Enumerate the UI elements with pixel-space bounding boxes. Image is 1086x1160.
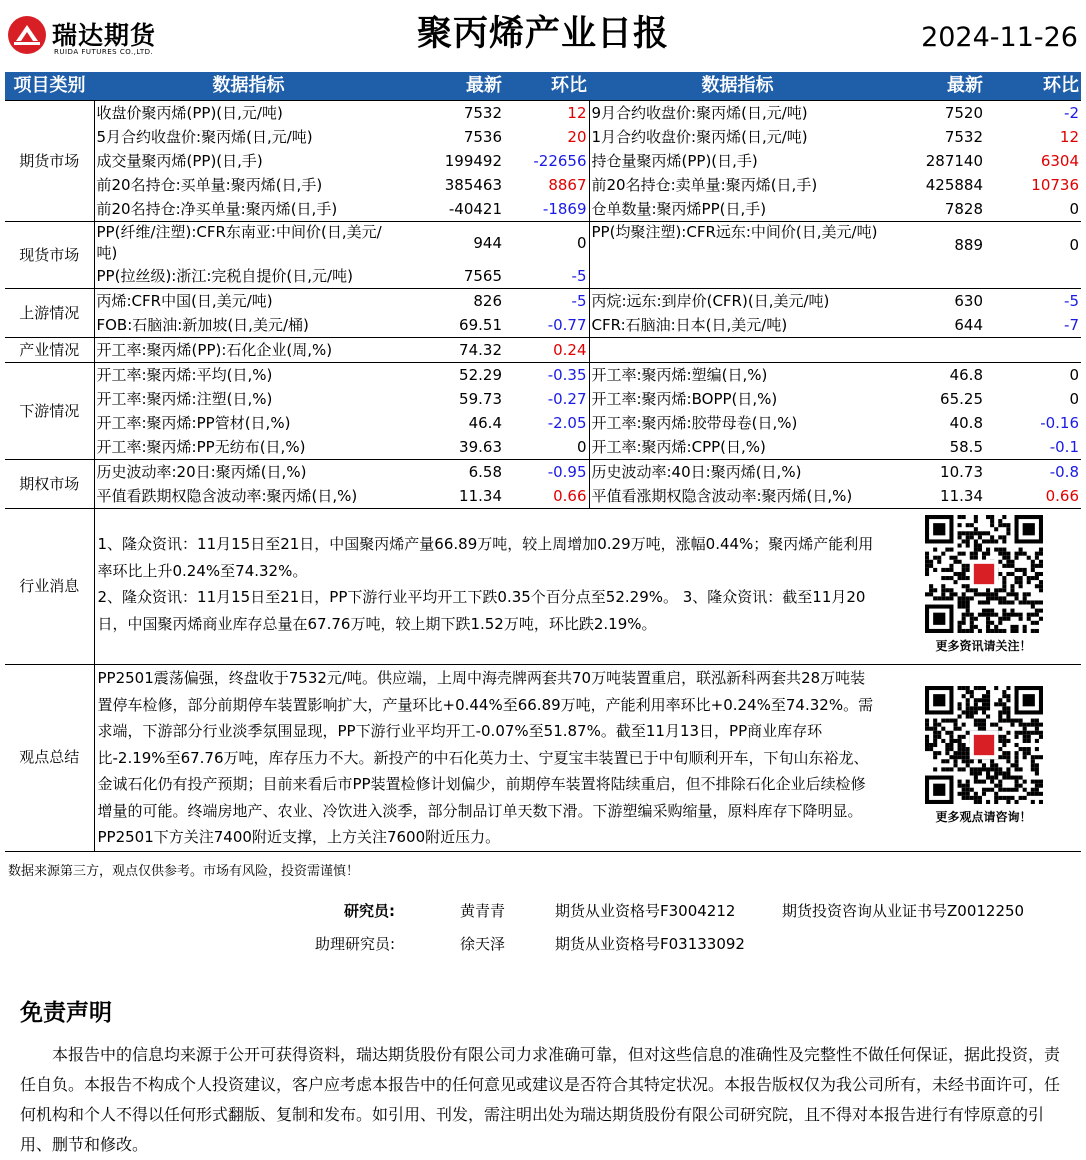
indicator-name: 前20名持仓:买单量:聚丙烯(日,手) — [96, 175, 323, 194]
indicator-name: 开工率:聚丙烯:平均(日,%) — [94, 363, 403, 388]
change-value: 20 — [504, 125, 589, 149]
latest-value: 7532 — [403, 101, 504, 126]
indicator-name: PP(拉丝级):浙江:完税自提价(日,元/吨) — [96, 266, 353, 285]
indicator-name: 成交量聚丙烯(PP)(日,手) — [96, 151, 263, 170]
view-text — [94, 665, 886, 852]
qr-code-icon — [925, 515, 1043, 633]
change-value: 0.24 — [504, 338, 589, 363]
qr-caption: 更多资讯请关注！ — [935, 639, 1032, 653]
indicator-name: FOB:石脑油:新加坡(日,美元/桶) — [96, 315, 309, 334]
latest-value: 630 — [886, 289, 985, 314]
change-value: 8867 — [504, 173, 589, 197]
table-row — [5, 387, 1081, 411]
news-text — [94, 509, 886, 665]
section-category: 期货市场 — [5, 101, 94, 222]
change-value: -5 — [985, 289, 1081, 314]
report-date: 2024-11-26 — [921, 22, 1078, 53]
change-value: -0.8 — [985, 460, 1081, 485]
qr-code-icon — [925, 686, 1043, 804]
staff-cert1: 期货从业资格号F3004212 — [555, 902, 736, 920]
report-header — [0, 0, 1086, 70]
latest-value: 944 — [403, 222, 504, 265]
latest-value — [886, 338, 985, 363]
latest-value: 7828 — [944, 199, 983, 218]
change-value: -0.95 — [504, 460, 589, 485]
latest-value: 40.8 — [949, 413, 983, 432]
change-value: -22656 — [504, 149, 589, 173]
indicator-name: 前20名持仓:卖单量:聚丙烯(日,手) — [591, 175, 818, 194]
disclaimer-body: 本报告中的信息均来源于公开可获得资料，瑞达期货股份有限公司力求准确可靠，但对这些信息的准确性及完整性不做任何保证，据此投资，责任自负。本报告不构成个人投资建议，客户应考虑本报告中的任何意见或建议是否符合其特定状况。本报告版权仅为我公司所有，未经书面许可，任何机构和个人不得以任何形式翻版、复制和发布。如引用、刊发，需注明出处为瑞达期货股份有限公司研究院，且不得对本报告进行有悖原意的引用、删节和修改。 — [20, 1045, 1061, 1154]
latest-value: 826 — [403, 289, 504, 314]
indicator-name: CFR:石脑油:日本(日,美元/吨) — [591, 315, 788, 334]
table-row — [5, 289, 1081, 314]
indicator-name: 9月合约收盘价:聚丙烯(日,元/吨) — [589, 101, 886, 126]
change-value: -0.16 — [1040, 413, 1079, 432]
latest-value: 287140 — [925, 151, 983, 170]
latest-value: 889 — [886, 222, 985, 289]
latest-value: 59.73 — [459, 389, 502, 408]
indicator-name: 开工率:聚丙烯(PP):石化企业(周,%) — [94, 338, 403, 363]
table-row — [5, 411, 1081, 435]
section-category: 下游情况 — [5, 363, 94, 460]
indicator-name: 开工率:聚丙烯:塑编(日,%) — [589, 363, 886, 388]
qr-caption: 更多观点请咨询！ — [935, 810, 1032, 825]
table-row — [5, 338, 1081, 363]
change-value: 0 — [985, 222, 1081, 289]
change-value: 0 — [985, 363, 1081, 388]
table-row — [5, 197, 1081, 222]
change-value: -0.77 — [504, 313, 589, 338]
latest-value: 10.73 — [886, 460, 985, 485]
section-category: 现货市场 — [5, 222, 94, 289]
section-category: 产业情况 — [5, 338, 94, 363]
indicator-name: 丙烯:CFR中国(日,美元/吨) — [94, 289, 403, 314]
staff-cert1: 期货从业资格号F03133092 — [555, 935, 745, 953]
view-qr-cell — [886, 665, 1081, 852]
indicator-name — [589, 338, 886, 363]
table-row — [5, 484, 1081, 509]
indicator-name: 平值看跌期权隐含波动率:聚丙烯(日,%) — [96, 486, 358, 505]
change-value: -7 — [1064, 315, 1079, 334]
logo-chinese-name: 瑞达期货 — [52, 21, 157, 50]
change-value: 12 — [504, 101, 589, 126]
change-value: 6304 — [1040, 151, 1079, 170]
staff-cert2: 期货投资咨询从业证书号Z0012250 — [782, 902, 1025, 920]
change-value: -0.35 — [504, 363, 589, 388]
report-title: 聚丙烯产业日报 — [416, 14, 669, 54]
latest-value: 69.51 — [459, 315, 502, 334]
section-category: 观点总结 — [5, 665, 94, 852]
view-row — [5, 665, 1081, 852]
indicator-name: 开工率:聚丙烯:注塑(日,%) — [96, 389, 273, 408]
table-row — [5, 101, 1081, 126]
header-indicator-left: 数据指标 — [94, 72, 403, 101]
staff-name: 徐天泽 — [460, 935, 506, 953]
change-value: 0.66 — [504, 484, 589, 509]
indicator-name: 开工率:聚丙烯:胶带母卷(日,%) — [591, 413, 798, 432]
change-value: -5 — [504, 264, 589, 289]
disclaimer-title: 免责声明 — [20, 1000, 112, 1026]
indicator-name: 开工率:聚丙烯:PP管材(日,%) — [96, 413, 291, 432]
change-value: 0 — [504, 222, 589, 265]
table-header-row — [5, 72, 1081, 101]
indicator-name: PP(均聚注塑):CFR远东:中间价(日,美元/吨) — [589, 222, 886, 289]
header-latest-left: 最新 — [403, 72, 504, 101]
indicator-name: 开工率:聚丙烯:CPP(日,%) — [591, 437, 766, 456]
indicator-name: 前20名持仓:净买单量:聚丙烯(日,手) — [96, 199, 338, 218]
indicator-name: 收盘价聚丙烯(PP)(日,元/吨) — [94, 101, 403, 126]
indicator-name: 平值看涨期权隐含波动率:聚丙烯(日,%) — [591, 486, 853, 505]
staff-role: 助理研究员: — [314, 935, 395, 953]
change-value: -2.05 — [504, 411, 589, 435]
indicator-table — [5, 72, 1081, 852]
section-category: 上游情况 — [5, 289, 94, 338]
latest-value: 46.8 — [886, 363, 985, 388]
table-row — [5, 149, 1081, 173]
staff-role: 研究员: — [344, 902, 395, 920]
header-latest-right: 最新 — [886, 72, 985, 101]
latest-value: -40421 — [448, 199, 502, 218]
latest-value: 58.5 — [949, 437, 983, 456]
change-value: -5 — [504, 289, 589, 314]
latest-value: 52.29 — [403, 363, 504, 388]
table-row — [5, 173, 1081, 197]
indicator-name: 开工率:聚丙烯:BOPP(日,%) — [591, 389, 778, 408]
change-value: 0 — [1069, 199, 1079, 218]
latest-value: 7565 — [463, 266, 502, 285]
indicator-name: 5月合约收盘价:聚丙烯(日,元/吨) — [96, 127, 313, 146]
change-value: -0.27 — [504, 387, 589, 411]
latest-value: 425884 — [925, 175, 983, 194]
view-paragraph: PP2501震荡偏强，终盘收于7532元/吨。供应端，上周中海壳牌两套共70万吨装置重启，联泓新科两套共28万吨装置停车检修，部分前期停车装置影响扩大，产量环比+0.44%至66.89万吨，产能利用率环比+0.24%至74.32%。需求端，下游部分行业淡季氛围显现，PP下游行业平均开工-0.07%至51.87%。截至11月13日，PP商业库存环比-2.19%至67.76万吨，库存压力不大。新投产的中石化英力士、宁夏宝丰装置已于中旬顺利开车，下旬山东裕龙、金诚石化仍有投产预期；目前来看后市PP装置检修计划偏少，前期停车装置将陆续重启，但不排除石化企业后续检修增量的可能。终端房地产、农业、冷饮进入淡季，部分制品订单天数下滑。下游塑编采购缩量，原料库存下降明显。PP2501下方关注7400附近支撑，上方关注7600附近压力。 — [97, 669, 874, 846]
source-note: 数据来源第三方，观点仅供参考。市场有风险，投资需谨慎！ — [8, 864, 360, 879]
section-category: 期权市场 — [5, 460, 94, 509]
change-value: -1869 — [504, 197, 589, 222]
latest-value: 7536 — [463, 127, 502, 146]
section-category: 行业消息 — [5, 509, 94, 665]
news-row — [5, 509, 1081, 665]
indicator-name: 丙烷:远东:到岸价(CFR)(日,美元/吨) — [589, 289, 886, 314]
change-value: -2 — [985, 101, 1081, 126]
latest-value: 7532 — [944, 127, 983, 146]
table-row — [5, 363, 1081, 388]
indicator-name: 历史波动率:40日:聚丙烯(日,%) — [589, 460, 886, 485]
change-value: -0.1 — [1049, 437, 1079, 456]
news-paragraph: 1、隆众资讯：11月15日至21日，中国聚丙烯产量66.89万吨，较上周增加0.29万吨，涨幅0.44%；聚丙烯产能利用率环比上升0.24%至74.32%。 2、隆众资讯：11月15日至21日，PP下游行业平均开工下跌0.35个百分点至52.29%。 3、隆众资讯：截至11月20日，中国聚丙烯商业库存总量在67.76万吨，较上期下跌1.52万吨，环比跌2.19%。 — [97, 535, 874, 633]
indicator-name: 1月合约收盘价:聚丙烯(日,元/吨) — [591, 127, 808, 146]
table-row — [5, 125, 1081, 149]
indicator-name: 历史波动率:20日:聚丙烯(日,%) — [94, 460, 403, 485]
indicator-name: PP(纤维/注塑):CFR东南亚:中间价(日,美元/吨) — [94, 222, 403, 265]
header-category: 项目类别 — [5, 72, 94, 101]
header-change-right: 环比 — [985, 72, 1081, 101]
latest-value: 11.34 — [940, 486, 983, 505]
header-change-left: 环比 — [504, 72, 589, 101]
latest-value: 7520 — [886, 101, 985, 126]
latest-value: 46.4 — [468, 413, 502, 432]
indicator-name: 开工率:聚丙烯:PP无纺布(日,%) — [96, 437, 306, 456]
change-value: 0 — [1069, 389, 1079, 408]
news-qr-cell — [886, 509, 1081, 665]
latest-value: 74.32 — [403, 338, 504, 363]
indicator-name: 仓单数量:聚丙烯PP(日,手) — [591, 199, 767, 218]
table-row — [5, 313, 1081, 338]
table-row — [5, 460, 1081, 485]
staff-name: 黄青青 — [460, 902, 506, 920]
latest-value: 6.58 — [403, 460, 504, 485]
header-indicator-right: 数据指标 — [589, 72, 886, 101]
logo-english-name: RUIDA FUTURES CO.,LTD. — [54, 48, 154, 56]
change-value: 10736 — [1031, 175, 1079, 194]
indicator-name: 持仓量聚丙烯(PP)(日,手) — [591, 151, 758, 170]
change-value — [985, 338, 1081, 363]
table-row — [5, 435, 1081, 460]
latest-value: 65.25 — [940, 389, 983, 408]
latest-value: 11.34 — [459, 486, 502, 505]
change-value: 0 — [504, 435, 589, 460]
latest-value: 385463 — [444, 175, 502, 194]
latest-value: 199492 — [444, 151, 502, 170]
change-value: 0.66 — [1045, 486, 1079, 505]
table-row — [5, 222, 1081, 265]
latest-value: 644 — [954, 315, 983, 334]
latest-value: 39.63 — [459, 437, 502, 456]
change-value: 12 — [1059, 127, 1079, 146]
